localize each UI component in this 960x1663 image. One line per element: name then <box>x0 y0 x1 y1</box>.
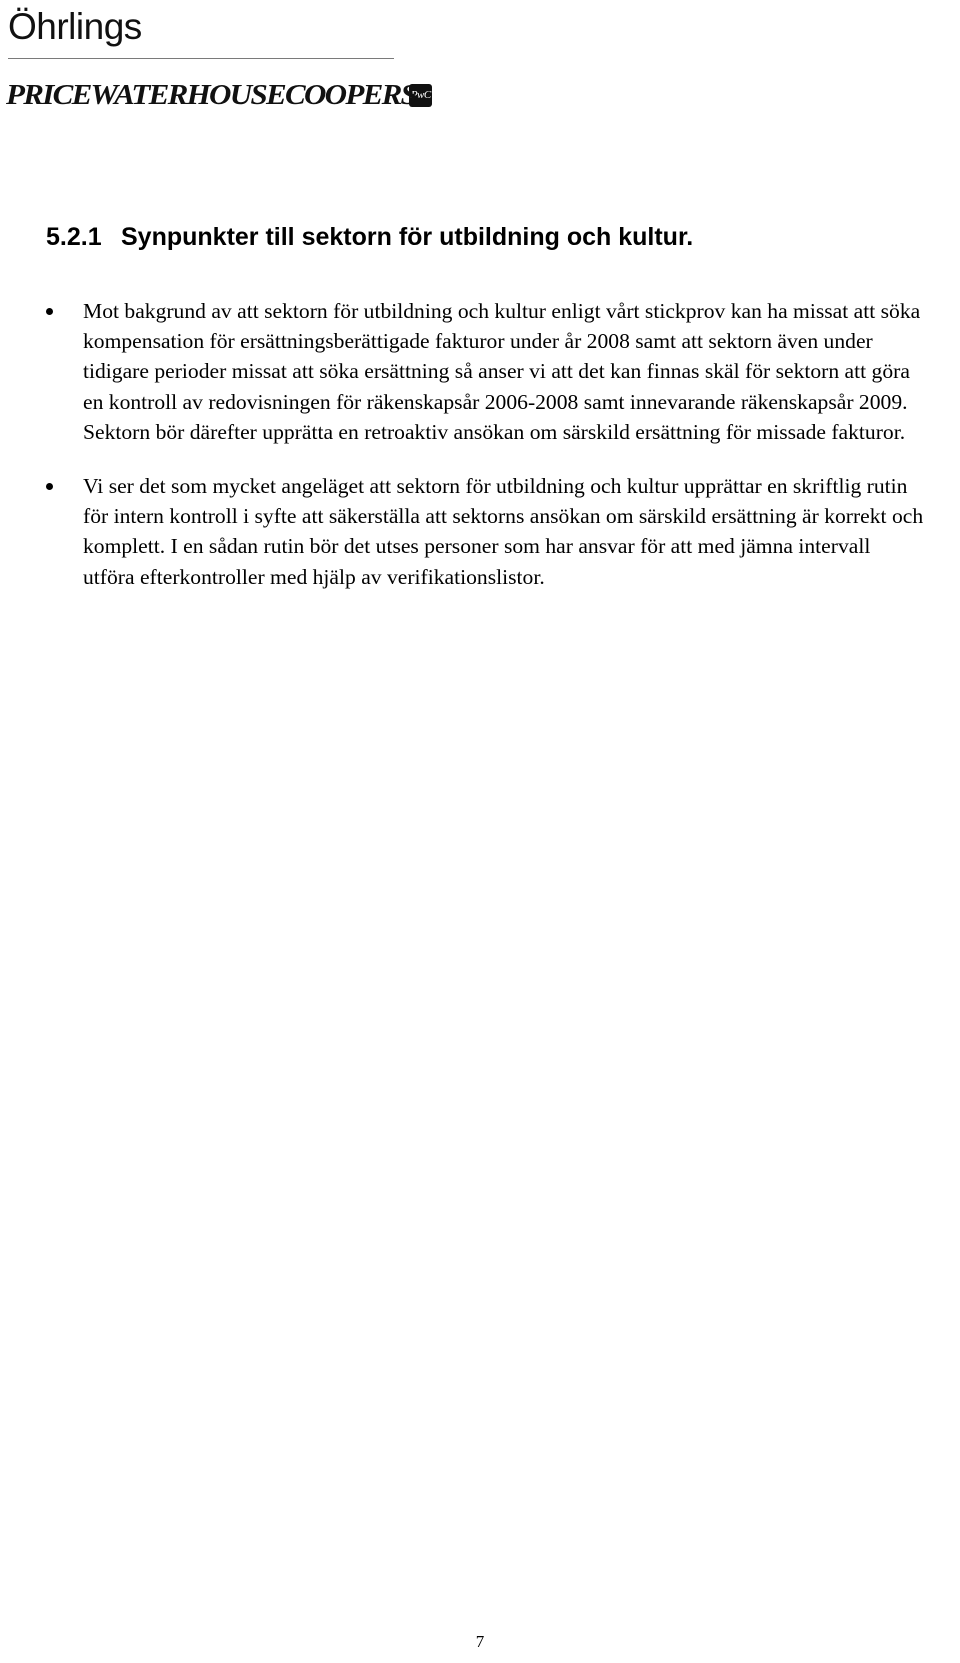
bullet-text: Vi ser det som mycket angeläget att sektorn för utbildning och kultur upprättar en skriftlig rutin för intern kontroll i syfte att säkerställa att sektorns ansökan om särskild ersättning är korrekt och komplett. I en sådan rutin bör det utses personer som har ansvar för att med jämna intervall utföra efterkontroller med hjälp av verifikationslistor. <box>83 474 924 589</box>
logo-divider <box>8 58 394 59</box>
list-item <box>46 296 926 447</box>
logo-wordmark: PRICEWATERHOUSECOOPERS <box>6 78 417 111</box>
logo-seal-icon: PwC <box>409 84 432 107</box>
section-heading <box>46 222 693 252</box>
page-number: 7 <box>475 1632 485 1651</box>
company-logo <box>6 4 431 120</box>
bullet-icon <box>46 308 53 315</box>
bullet-list <box>46 296 926 616</box>
section-title: Synpunkter till sektorn för utbildning och kultur. <box>121 223 694 251</box>
logo-wordmark-row <box>6 70 432 120</box>
logo-ohrlings-text: Öhrlings <box>8 6 142 47</box>
bullet-icon <box>46 483 53 490</box>
section-number: 5.2.1 <box>46 223 102 251</box>
list-item <box>46 471 926 592</box>
bullet-text: Mot bakgrund av att sektorn för utbildning och kultur enligt vårt stickprov kan ha missat att söka kompensation för ersättningsberättigade fakturor under år 2008 samt att sektorn även under tidigare perioder missat att söka ersättning så anser vi att det kan finnas skäl för sektorn att göra en kontroll av redovisningen för räkenskapsår 2006-2008 samt innevarande räkenskapsår 2009. Sektorn bör därefter upprätta en retroaktiv ansökan om särskild ersättning för missade fakturor. <box>83 299 921 444</box>
